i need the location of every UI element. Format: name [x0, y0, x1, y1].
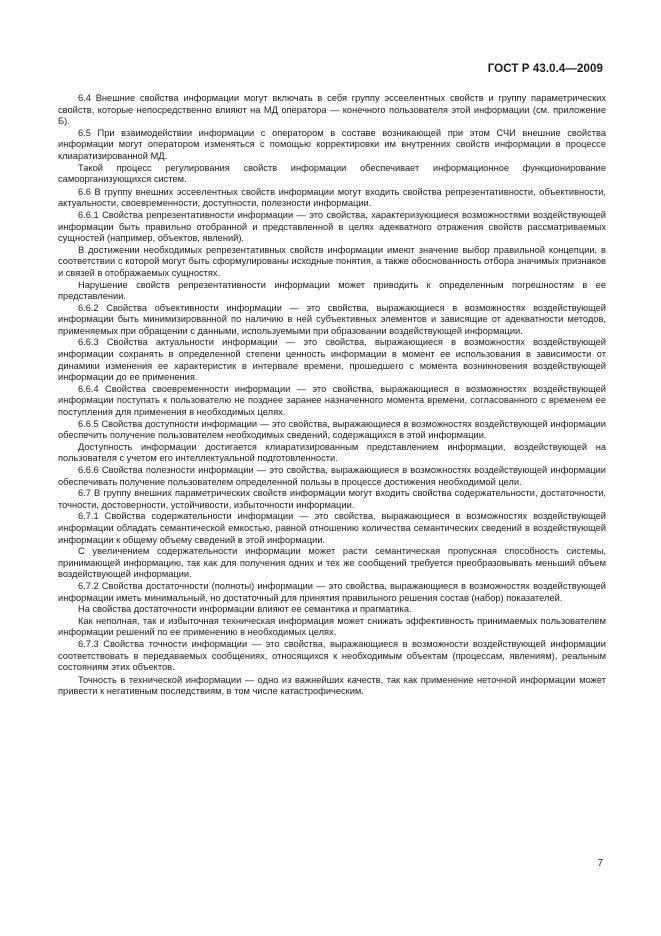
paragraph: С увеличением содержательности информации может расти семантическая пропускная способность системы, принимающей информацию, так как для получения одних и тех же сообщений требуется преобразовывать меньший объем воздействующей информации. [58, 546, 606, 580]
paragraph: В достижении необходимых репрезентативных свойств информации имеют значение выбор правильной концепции, в соответствии с которой могут быть сформулированы исходные понятия, а также обоснованность отбора значимых признаков и связей в отображаемых сущностях. [58, 244, 606, 278]
paragraph: 6.7.2 Свойства достаточности (полноты) информации — это свойства, выражающиеся в возможностях воздействующей информации иметь минимальный, но достаточный для принятия правильного решения состав (набор) показателей. [58, 580, 606, 603]
paragraph: 6.7.3 Свойства точности информации — это свойства, выражающиеся в возможности воздействующей информации соответствовать в передаваемых сообщениях, относящихся к необходимым объектам (процессам, явлениям), реальным состояниям этих объектов. [58, 638, 606, 673]
paragraph: Точность в технической информации — одно из важнейших качеств, так как применение неточной информации может привести к негативным последствиям, в том числе катастрофическим. [58, 674, 606, 697]
paragraph: 6.6.5 Свойства доступности информации — это свойства, выражающиеся в возможностях воздействующей информации обеспечить получение пользователем необходимых сведений, содержащихся в этой информации. [58, 418, 606, 441]
paragraph: 6.4 Внешние свойства информации могут включать в себя группу эссеeлентных свойств и группу параметрических свойств, которые непосредственно влияют на МД оператора — конечного пользователя этой информации (см. приложение Б). [58, 93, 606, 127]
paragraph: 6.7 В группу внешних параметрических свойств информации могут входить свойства содержательности, достаточности, точности, достоверности, устойчивости, избыточности информации. [58, 488, 606, 510]
paragraph: 6.6.6 Свойства полезности информации — это свойства, выражающиеся в возможностях воздействующей информации обеспечивать получение пользователем определенной пользы в процессе достижения необходимой цели. [58, 465, 606, 487]
paragraph: 6.6.2 Свойства объективности информации — это свойства, выражающиеся в возможностях воздействующей информации быть минимизированной по наличию в ней субъективных элементов и зависящие от адекватности методов, применяемых при обращении с данными, используемыми при образовании воздействующей информации. [58, 302, 606, 336]
paragraph: 6.5 При взаимодействии информации с оператором в составе возникающей при этом СЧИ внешние свойства информации могут оператором изменяться с помощью корректировки им внутренних свойств информации в процессе клиаратизированной МД. [58, 127, 606, 161]
paragraph: Доступность информации достигается клиаратизированным представлением информации, воздействующей на пользователя с учетом его интеллектуальной подготовленности. [58, 441, 606, 464]
document-header: ГОСТ Р 43.0.4—2009 [487, 63, 603, 75]
paragraph: 6.6.4 Свойства своевременности информации — это свойства, выражающиеся в возможностях воздействующей информации поступать к пользователю не позднее заранее назначенного момента времени, согласованного с временем ее поступления для применения в необходимых целях. [58, 383, 606, 418]
paragraph: 6.6.1 Свойства репрезентативности информации — это свойства, характеризующиеся возможностями воздействующей информации быть правильно отобранной и представленной в целях адекватного отражения свойств рассматриваемых сущностей (например, объектов, явлений). [58, 209, 606, 244]
page-number: 7 [597, 858, 603, 869]
paragraph: 6.7.1 Свойства содержательности информации — это свойства, выражающиеся в возможностях воздействующей информации обладать семантической емкостью, равной отношению количества семантических сведений в воздействующей информации к общему объему сведений в этой информации. [58, 511, 606, 545]
paragraph: Такой процесс регулирования свойств информации обеспечивает информационное функционирование самоорганизующихся систем. [58, 162, 606, 185]
paragraph: Нарушение свойств репрезентативности информации может приводить к определенным погрешностям в ее представлении. [58, 279, 606, 302]
paragraph: Как неполная, так и избыточная техническая информация может снижать эффективность принимаемых пользователем информации решений по ее применению в необходимых целях. [58, 615, 606, 638]
paragraph: 6.6 В группу внешних эссеeлентных свойств информации могут входить свойства репрезентативности, объективности, актуальности, своевременности, доступности, полезности информации. [58, 186, 606, 209]
paragraph: 6.6.3 Свойства актуальности информации — это свойства, выражающиеся в возможностях воздействующей информации сохранять в определенной степени ценность информации в момент ее использования в зависимости от динамики изменения ее характеристик в интервале времени, прошедшего с момента возникновения воздействующей информации до ее применения. [58, 337, 606, 383]
paragraph: На свойства достаточности информации влияют ее семантика и прагматика. [78, 604, 412, 615]
document-body [58, 93, 606, 698]
